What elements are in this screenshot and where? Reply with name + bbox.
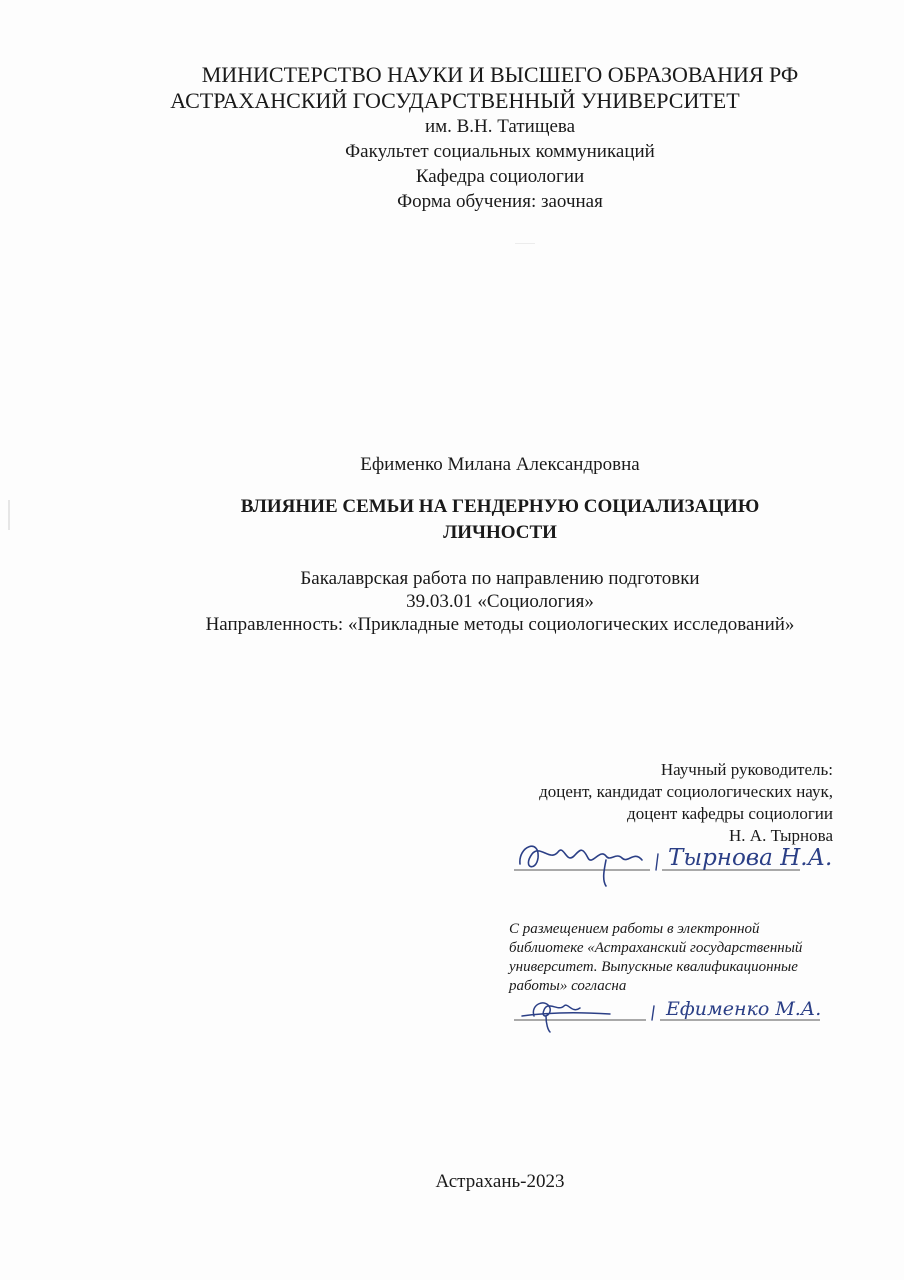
supervisor-signature [510, 828, 880, 888]
program-code: 39.03.01 «Социология» [406, 591, 594, 612]
institution-header [0, 62, 904, 214]
ministry-name: МИНИСТЕРСТВО НАУКИ И ВЫСШЕГО ОБРАЗОВАНИЯ РФ [201, 62, 799, 87]
university-name: АСТРАХАНСКИЙ ГОСУДАРСТВЕННЫЙ УНИВЕРСИТЕТ [170, 88, 740, 113]
supervisor-position: доцент кафедры социологии [627, 804, 833, 823]
work-type: Бакалаврская работа по направлению подготовки [300, 568, 700, 589]
library-consent: С размещением работы в электронной библиотеке «Астраханский государственный университет. Выпускные квалификационные работы» согласна [509, 921, 803, 994]
scan-faint-mark [515, 243, 535, 244]
thesis-title-line-1: ВЛИЯНИЕ СЕМЬИ НА ГЕНДЕРНУЮ СОЦИАЛИЗАЦИЮ [240, 496, 760, 517]
department-name: Кафедра социологии [415, 166, 585, 187]
study-form: Форма обучения: заочная [397, 191, 603, 212]
author-signature [510, 986, 850, 1036]
work-description [0, 567, 904, 636]
program-focus: Направленность: «Прикладные методы социологических исследований» [205, 614, 795, 635]
faculty-name: Факультет социальных коммуникаций [345, 141, 655, 162]
author-name: Ефименко Милана Александровна [360, 454, 640, 475]
supervisor-degree: доцент, кандидат социологических наук, [539, 782, 833, 801]
author-signature-svg [510, 986, 850, 1036]
supervisor-signature-svg [510, 828, 880, 888]
university-named-after: им. В.Н. Татищева [424, 116, 576, 137]
thesis-title-line-2: ЛИЧНОСТИ [443, 522, 557, 543]
thesis-title [0, 494, 904, 546]
supervisor-label: Научный руководитель: [660, 760, 833, 779]
supervisor-signature-text: Тырнова Н.А. [668, 845, 833, 871]
author-signature-text: Ефименко М.А. [666, 998, 822, 1020]
supervisor-name: Н. А. Тырнова [729, 826, 833, 845]
city-year: Астрахань-2023 [435, 1171, 565, 1192]
